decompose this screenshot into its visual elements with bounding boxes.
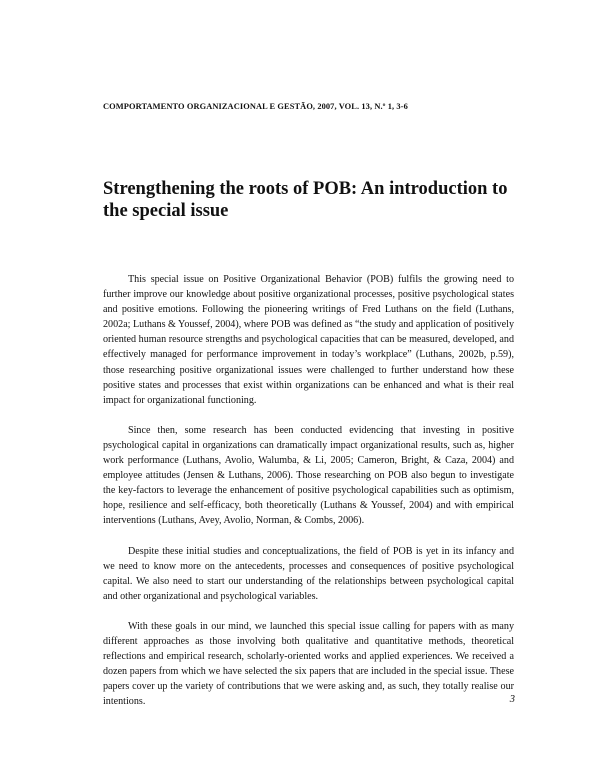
body-paragraph: With these goals in our mind, we launched this special issue calling for papers with as many different approaches as those involving both qualitative and quantitative methods, theoretical reflections and empirical research, scholarly-oriented works and applied experiences. We received a dozen papers from which we have selected the six papers that are included in the special issue. These papers cover up the variety of contributions that we were asking and, as such, they totally realise our intentions.: [103, 620, 514, 708]
article-body: [103, 272, 514, 724]
page-number: 3: [509, 694, 515, 705]
running-head: COMPORTAMENTO ORGANIZACIONAL E GESTÃO, 2007, VOL. 13, N.º 1, 3-6: [103, 102, 408, 111]
body-paragraph: Since then, some research has been conducted evidencing that investing in positive psychological capital in organizations can dramatically impact organizational results, such as, higher work performance (Luthans, Avolio, Walumba, & Li, 2005; Cameron, Bright, & Caza, 2004) and employee attitudes (Jensen & Luthans, 2006). Those researching on POB also begun to investigate the key-factors to leverage the enhancement of positive psychological capabilities such as optimism, hope, resilience and self-efficacy, both theoretically (Luthans & Youssef, 2004) and with empirical interventions (Luthans, Avey, Avolio, Norman, & Combs, 2006).: [103, 424, 514, 527]
article-title: Strengthening the roots of POB: An introduction to the special issue: [103, 179, 508, 221]
body-paragraph: This special issue on Positive Organizational Behavior (POB) fulfils the growing need to further improve our knowledge about positive organizational processes, positive psychological states and positive emotions. Following the pioneering writings of Fred Luthans on the field (Luthans, 2002a; Luthans & Youssef, 2004), where POB was defined as “the study and application of positively oriented human resource strengths and psychological capacities that can be measured, developed, and effectively managed for performance improvement in today’s workplace” (Luthans, 2002b, p.59), those researching positive organizational issues were challenged to further understand how these positive states and processes that exist within organizations can be enhanced and what is their real impact for organizational functioning.: [103, 274, 514, 406]
body-paragraph: Despite these initial studies and conceptualizations, the field of POB is yet in its infancy and we need to know more on the antecedents, processes and consequences of positive psychological capital. We also need to start our understanding of the relationships between psychological capital and other organizational and psychological variables.: [103, 545, 514, 602]
